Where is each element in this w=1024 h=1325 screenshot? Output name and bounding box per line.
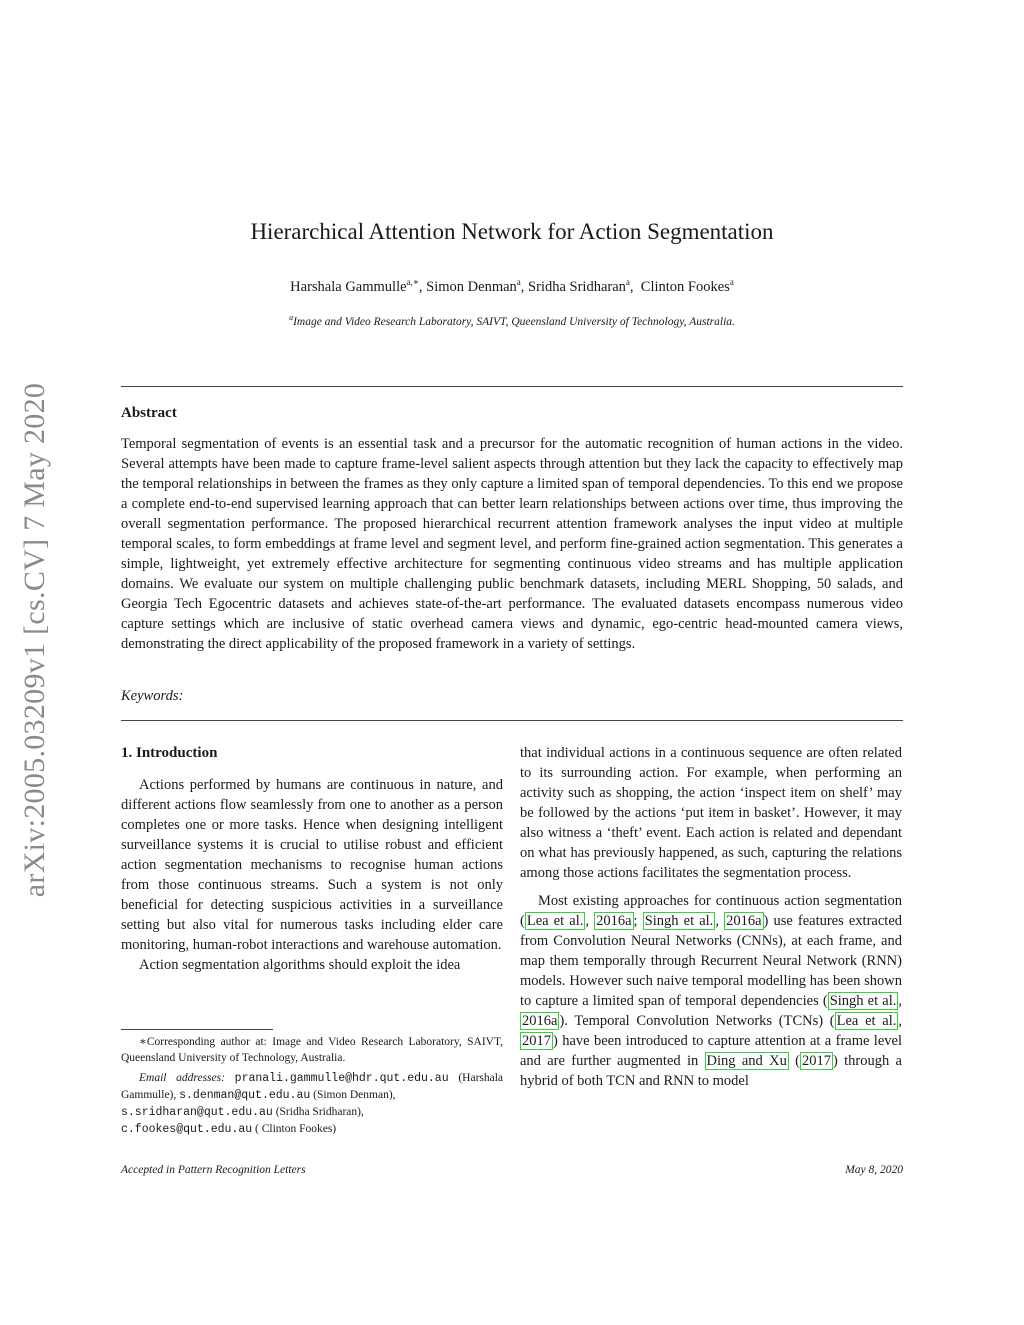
text-run: ; xyxy=(633,913,643,929)
footnote-rule xyxy=(121,1029,273,1030)
left-column xyxy=(121,743,503,975)
paragraph: Action segmentation algorithms should exploit the idea xyxy=(139,957,461,973)
citation-link[interactable]: 2017 xyxy=(522,1033,551,1049)
text-run: ( xyxy=(788,1053,800,1069)
paper-title: Hierarchical Attention Network for Action Segmentation xyxy=(250,219,774,244)
footer-date: May 8, 2020 xyxy=(845,1164,903,1176)
abstract-heading: Abstract xyxy=(121,405,177,421)
affiliation-mark: a xyxy=(289,313,294,322)
paragraph: Actions performed by humans are continuous in nature, and different actions flow seamlessly from one to another as a person completes one or more tasks. Hence when designing intelligent surveillance systems it is crucial to utilise robust and efficient action segmentation mechanisms to recognise human actions from those continuous streams. Such a system is not only beneficial for detecting suspicious activities in a surveillance setting but also vital for numerous tasks including elder care monitoring, human-robot interactions and warehouse automation. xyxy=(121,777,503,953)
abstract-bottom-rule xyxy=(121,720,903,721)
right-column xyxy=(520,743,902,1091)
text-run: ) have been introduced to capture attention at a frame level and are further augmented in xyxy=(520,1033,902,1069)
citation-link[interactable]: Ding and Xu xyxy=(706,1053,787,1069)
text-run: , xyxy=(898,1013,902,1029)
email-owner: (Simon Denman), xyxy=(313,1089,396,1101)
email-link[interactable]: c.fookes@qut.edu.au xyxy=(121,1123,253,1136)
abstract-text: Temporal segmentation of events is an essential task and a precursor for the automatic recognition of human actions in the video. Several attempts have been made to capture frame-level salient aspects through attention but they lack the capacity to effectively map the temporal relationships in between the frames as they only capture a limited span of temporal dependencies. To this end we propose a complete end-to-end supervised learning approach that can better learn relationships between actions over time, thus improving the overall segmentation performance. The proposed hierarchical recurrent attention framework analyses the input video at multiple temporal scales, to form embeddings at frame level and segment level, and perform fine-grained action segmentation. This generates a simple, lightweight, yet extremely effective architecture for segmenting continuous video streams and has multiple application domains. We evaluate our system on multiple challenging public benchmark datasets, including MERL Shopping, 50 salads, and Georgia Tech Egocentric datasets and achieves state-of-the-art performance. The evaluated datasets encompass numerous video capture settings which are inclusive of static overhead camera views and dynamic, ego-centric head-mounted camera views, demonstrating the direct applicability of the proposed framework in a variety of settings. xyxy=(121,436,903,652)
email-label: Email addresses: xyxy=(139,1072,225,1084)
citation-link[interactable]: Lea et al. xyxy=(836,1013,897,1029)
author-affiliation-mark: a,∗ xyxy=(406,277,419,287)
email-link[interactable]: s.sridharan@qut.edu.au xyxy=(121,1106,273,1119)
footnote-corresponding: ∗Corresponding author at: Image and Video Research Laboratory, SAIVT, Queensland University of Technology, Australia. xyxy=(121,1036,503,1064)
citation-link[interactable]: 2017 xyxy=(802,1053,831,1069)
email-link[interactable]: pranali.gammulle@hdr.qut.edu.au xyxy=(234,1072,449,1085)
text-run: ). Temporal Convolution Networks (TCNs) ( xyxy=(559,1013,835,1029)
text-run: ) use features extracted from Convolution Neural Networks (CNNs), at each frame, and map them temporally through Recurrent Neural Network (RNN) models. However such naive temporal modelling has been shown to capture a limited span of temporal dependencies ( xyxy=(520,913,903,1009)
author-name: Clinton Fookes xyxy=(640,278,730,295)
email-owner: ( Clinton Fookes) xyxy=(255,1123,337,1135)
author-name: Harshala Gammulle xyxy=(290,278,407,295)
author-affiliation-mark: a xyxy=(516,277,521,287)
arxiv-identifier xyxy=(0,350,70,930)
affiliation xyxy=(0,313,1024,328)
email-owner: (Sridha Sridharan), xyxy=(275,1106,364,1118)
author-affiliation-mark: a xyxy=(625,277,630,287)
citation-link[interactable]: 2016a xyxy=(522,1013,558,1029)
text-run: , xyxy=(715,913,725,929)
text-run: , xyxy=(585,913,595,929)
author-name: Simon Denman xyxy=(426,278,517,295)
arxiv-identifier-text: arXiv:2005.03209v1 [cs.CV] 7 May 2020 xyxy=(18,382,52,898)
citation-link[interactable]: 2016a xyxy=(596,913,632,929)
text-run: Most existing approaches for continuous action segmentation ( xyxy=(520,893,902,929)
footnote-emails xyxy=(121,1070,503,1138)
citation-link[interactable]: Singh et al. xyxy=(644,913,714,929)
affiliation-text: Image and Video Research Laboratory, SAIVT, Queensland University of Technology, Australia. xyxy=(293,315,735,328)
keywords-label: Keywords: xyxy=(121,688,184,704)
footer-journal: Accepted in Pattern Recognition Letters xyxy=(121,1164,306,1176)
author-affiliation-mark: a xyxy=(729,277,734,287)
citation-link[interactable]: 2016a xyxy=(726,913,762,929)
citation-link[interactable]: Lea et al. xyxy=(526,913,584,929)
author-name: Sridha Sridharan xyxy=(528,278,626,295)
text-run: ) through a hybrid of both TCN and RNN to model xyxy=(520,1053,902,1089)
author-list: Harshala Gammulle$^{a,∗}$, Simon Denman$^a$, Sridha Sridharan$^a$, Clinton Fookes$^a$ xyxy=(290,277,734,295)
abstract-top-rule xyxy=(121,386,903,387)
footnotes xyxy=(121,1034,503,1138)
paragraph: that individual actions in a continuous sequence are often related to its surrounding action. For example, when performing an activity such as shopping, the action ‘inspect item on shelf’ may be followed by the actions ‘put item in basket’. However, it may also witness a ‘theft’ event. Each action is related and dependant on what has previously happened, as such, capturing the relations among those actions facilitates the segmentation process. xyxy=(520,745,902,881)
email-link[interactable]: s.denman@qut.edu.au xyxy=(179,1089,311,1102)
text-run: , xyxy=(898,993,902,1009)
paragraph xyxy=(520,891,902,1091)
section-heading: 1. Introduction xyxy=(121,745,218,761)
email-owner: (Harshala Gammulle), xyxy=(121,1072,504,1101)
citation-link[interactable]: Singh et al. xyxy=(829,993,897,1009)
